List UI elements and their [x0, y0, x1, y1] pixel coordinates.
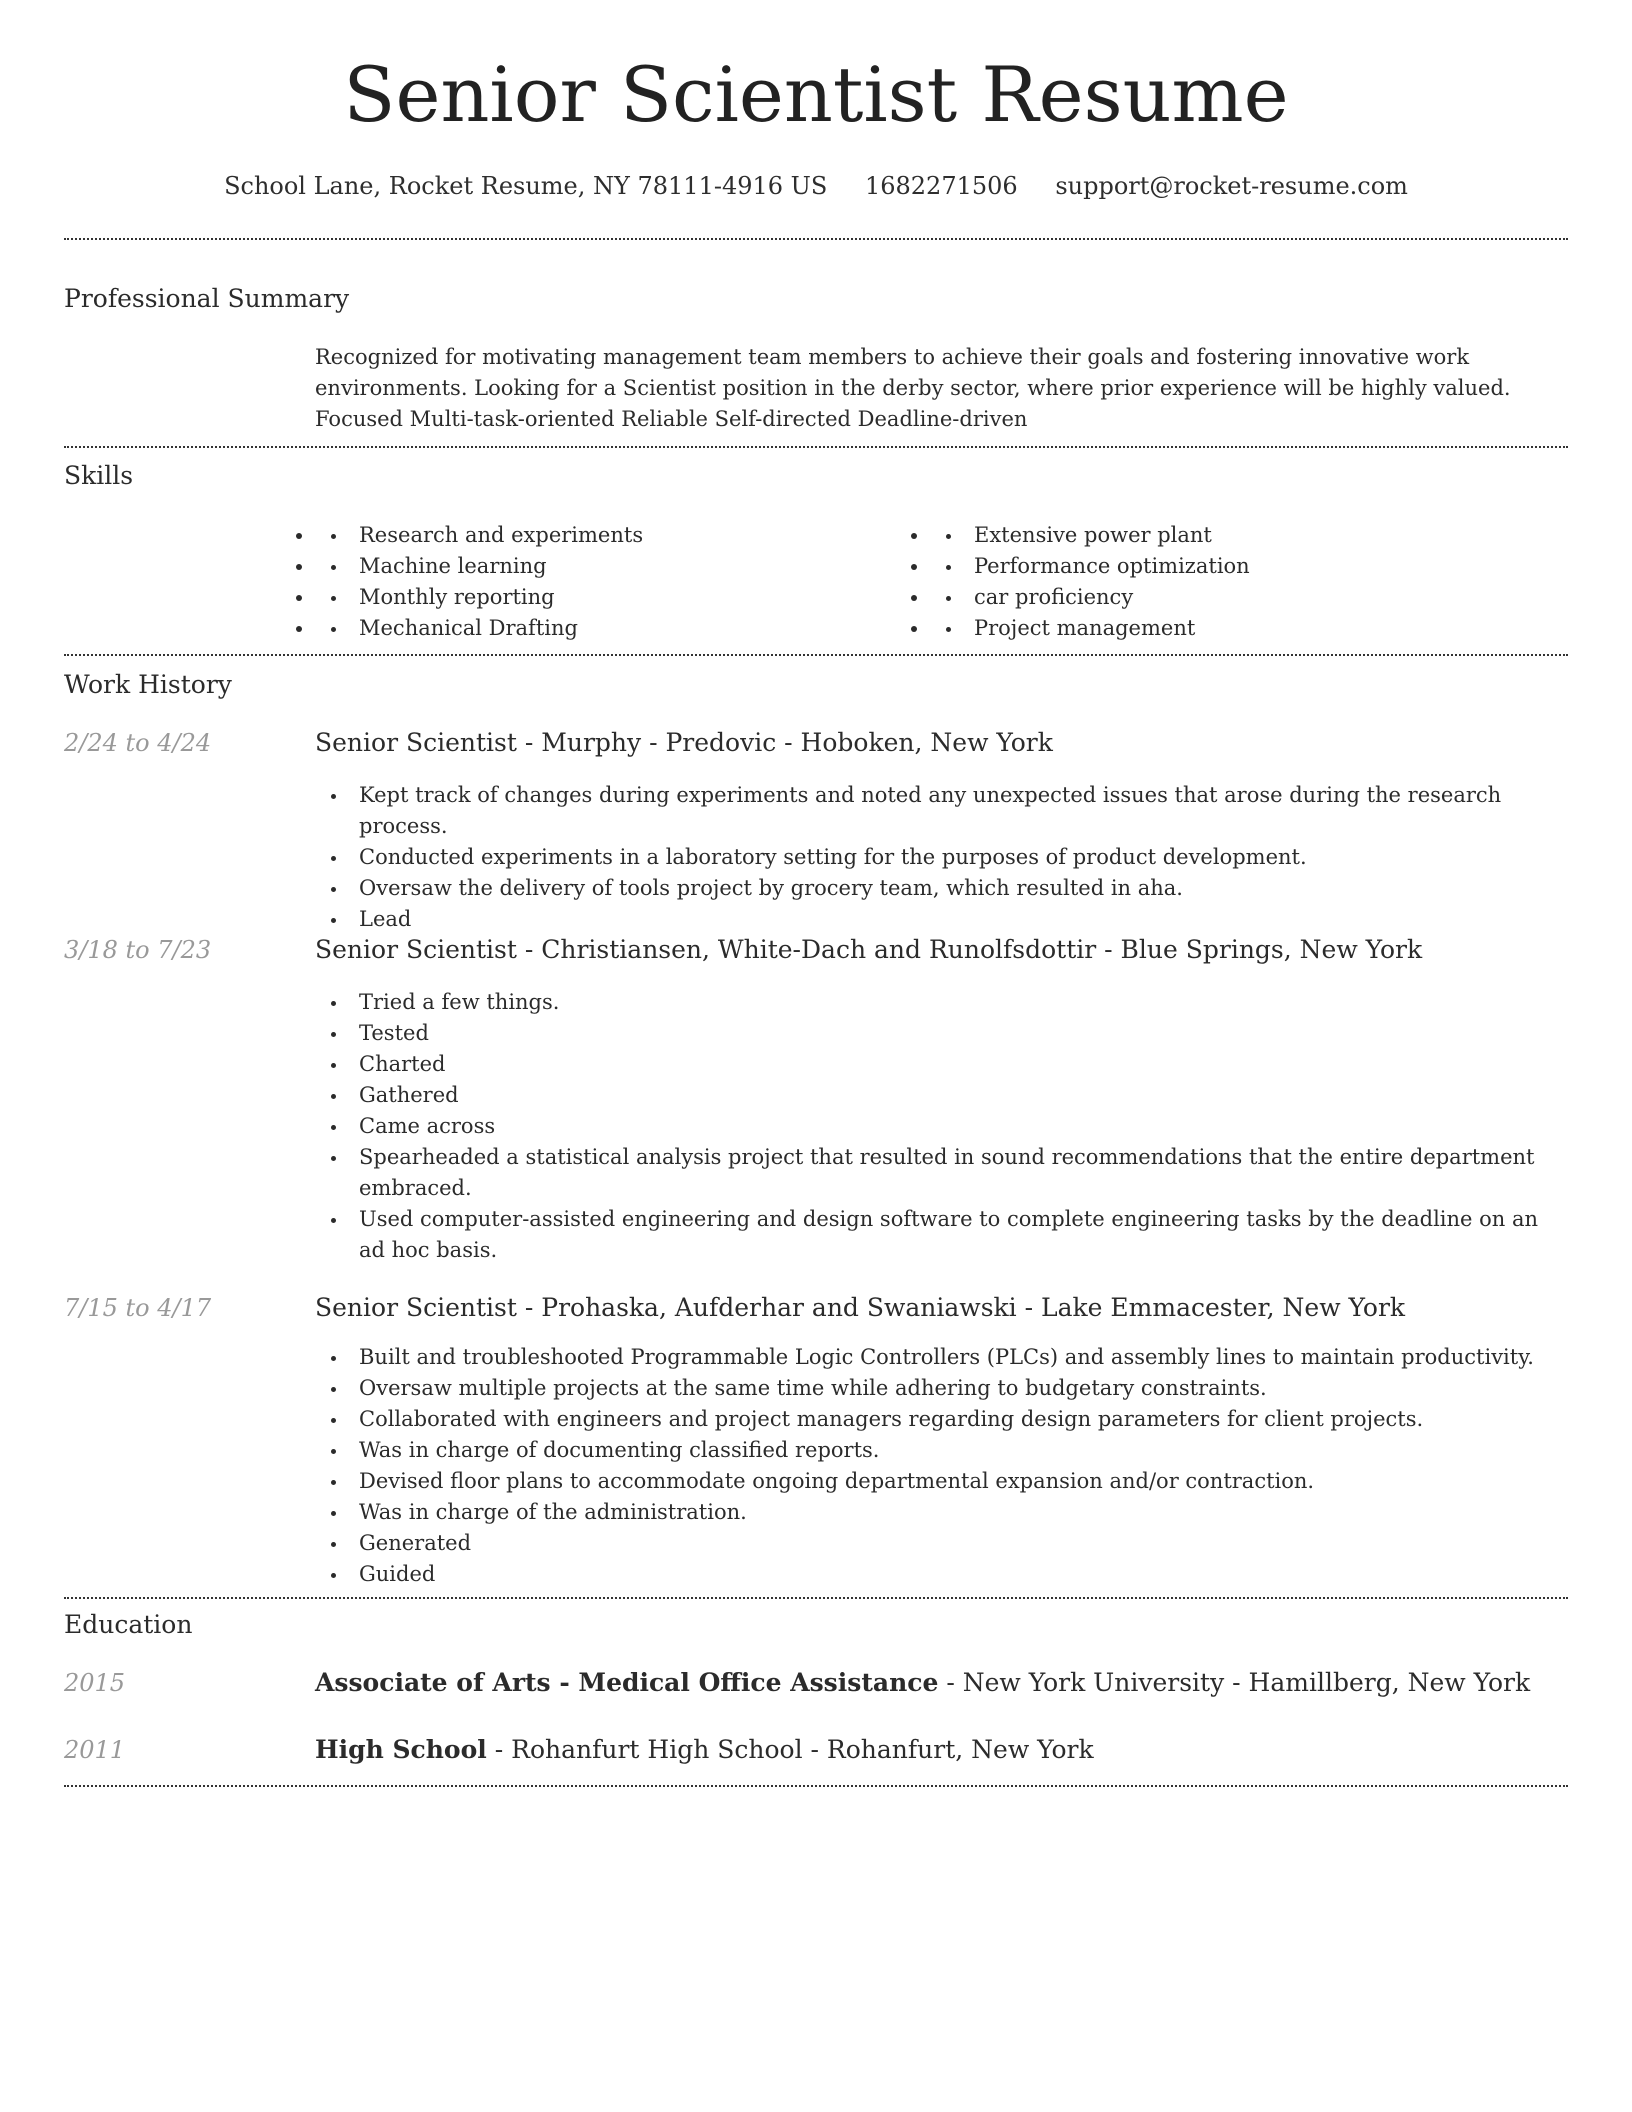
education-degree: High School	[315, 1735, 487, 1764]
list-item: Lead	[315, 904, 1565, 935]
section-title-education: Education	[64, 1610, 193, 1639]
job-details: - Murphy - Predovic - Hoboken, New York	[516, 728, 1053, 757]
job-role: Senior Scientist	[315, 935, 517, 964]
education-heading	[315, 1668, 1530, 1697]
education-details: - Rohanfurt High School - Rohanfurt, New York	[486, 1735, 1094, 1764]
skill-item: • Monthly reporting	[315, 582, 915, 613]
list-item: Was in charge of documenting classified reports.	[315, 1435, 1565, 1466]
list-item: Oversaw the delivery of tools project by grocery team, which resulted in aha.	[315, 873, 1565, 904]
skill-item: • Machine learning	[315, 551, 915, 582]
list-item: Collaborated with engineers and project managers regarding design parameters for client projects.	[315, 1404, 1565, 1435]
job-heading	[315, 935, 1422, 964]
email: support@rocket-resume.com	[1055, 172, 1408, 200]
list-item: Built and troubleshooted Programmable Logic Controllers (PLCs) and assembly lines to maintain productivity.	[315, 1342, 1565, 1373]
list-item: Charted	[315, 1049, 1565, 1080]
skill-item: • Extensive power plant	[930, 520, 1530, 551]
phone: 1682271506	[864, 172, 1018, 200]
job-role: Senior Scientist	[315, 728, 517, 757]
list-item: Conducted experiments in a laboratory setting for the purposes of product development.	[315, 842, 1565, 873]
job-date: 3/18 to 7/23	[64, 936, 212, 964]
divider	[64, 238, 1568, 240]
job-date: 7/15 to 4/17	[64, 1294, 212, 1322]
job-heading	[315, 1293, 1405, 1322]
job-bullets	[315, 780, 1565, 935]
list-item: Tried a few things.	[315, 987, 1565, 1018]
skill-item: • Project management	[930, 613, 1530, 644]
skills-list-right	[930, 520, 1530, 644]
list-item: Tested	[315, 1018, 1565, 1049]
education-heading	[315, 1735, 1094, 1764]
skills-list-left	[315, 520, 915, 644]
section-title-summary: Professional Summary	[64, 284, 350, 313]
list-item: Used computer-assisted engineering and design software to complete engineering tasks by the deadline on an ad hoc basis.	[315, 1204, 1565, 1266]
education-year: 2015	[64, 1669, 126, 1697]
list-item: Spearheaded a statistical analysis project that resulted in sound recommendations that the entire department embraced.	[315, 1142, 1565, 1204]
contact-line	[0, 172, 1632, 200]
job-heading	[315, 728, 1053, 757]
section-title-skills: Skills	[64, 461, 134, 490]
education-degree: Associate of Arts - Medical Office Assistance	[315, 1668, 939, 1697]
skill-item: • Research and experiments	[315, 520, 915, 551]
section-title-work: Work History	[64, 670, 232, 699]
skill-item: • Performance optimization	[930, 551, 1530, 582]
education-details: - New York University - Hamillberg, New York	[938, 1668, 1531, 1697]
list-item: Was in charge of the administration.	[315, 1497, 1565, 1528]
list-item: Kept track of changes during experiments and noted any unexpected issues that arose during the research process.	[315, 780, 1565, 842]
divider	[64, 654, 1568, 656]
address: School Lane, Rocket Resume, NY 78111-4916 US	[224, 172, 828, 200]
skill-item: • Mechanical Drafting	[315, 613, 915, 644]
job-date: 2/24 to 4/24	[64, 729, 212, 757]
divider	[64, 446, 1568, 448]
list-item: Devised floor plans to accommodate ongoing departmental expansion and/or contraction.	[315, 1466, 1565, 1497]
job-details: - Christiansen, White-Dach and Runolfsdottir - Blue Springs, New York	[516, 935, 1423, 964]
list-item: Guided	[315, 1559, 1565, 1590]
list-item: Came across	[315, 1111, 1565, 1142]
list-item: Gathered	[315, 1080, 1565, 1111]
job-bullets	[315, 987, 1565, 1266]
education-year: 2011	[64, 1736, 126, 1764]
list-item: Generated	[315, 1528, 1565, 1559]
job-bullets	[315, 1342, 1565, 1590]
divider	[64, 1597, 1568, 1599]
list-item: Oversaw multiple projects at the same time while adhering to budgetary constraints.	[315, 1373, 1565, 1404]
skill-item: • car proficiency	[930, 582, 1530, 613]
resume-title: Senior Scientist Resume	[343, 50, 1289, 139]
job-role: Senior Scientist	[315, 1293, 517, 1322]
job-details: - Prohaska, Aufderhar and Swaniawski - Lake Emmacester, New York	[516, 1293, 1406, 1322]
summary-text: Recognized for motivating management team members to achieve their goals and fostering innovative work environments. Looking for a Scientist position in the derby sector, where prior experience will be highly valued. Focused Multi-task-oriented Reliable Self-directed Deadline-driven	[315, 345, 1511, 431]
divider	[64, 1785, 1568, 1787]
